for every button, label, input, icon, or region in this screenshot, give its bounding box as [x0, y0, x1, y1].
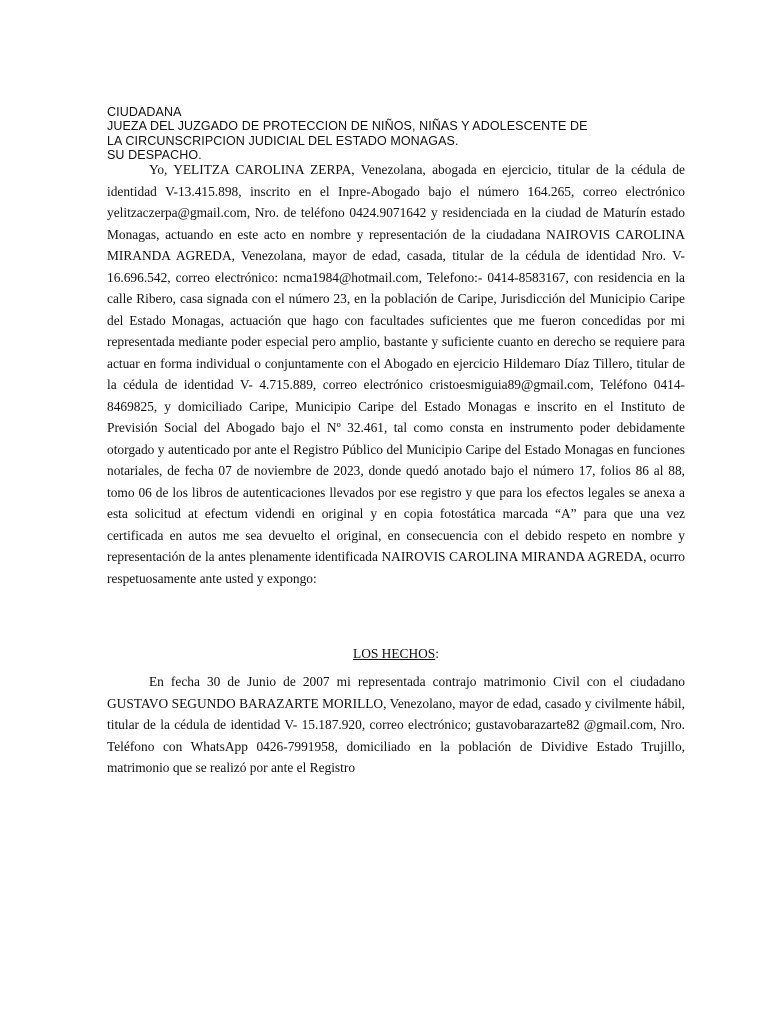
hechos-paragraph: En fecha 30 de Junio de 2007 mi representada contrajo matrimonio Civil con el ciudadano GUSTAVO SEGUNDO BARAZARTE MORILLO, Venezolano, mayor de edad, casado y civilmente hábil, titular de la cédula de identidad V- 15.187.920, correo electrónico; gustavobarazarte82 @gmail.com, Nro. Teléfono con WhatsApp 0426-7991958, domiciliado en la población de Dividive Estado Trujillo, matrimonio que se realizó por ante el Registro — [107, 674, 685, 775]
header-line-jueza: JUEZA DEL JUZGADO DE PROTECCION DE NIÑOS, NIÑAS Y ADOLESCENTE DE — [107, 119, 588, 134]
header-line-su-despacho: SU DESPACHO. — [107, 147, 202, 162]
section-title-colon: : — [435, 646, 439, 661]
addressee-header — [107, 105, 687, 162]
header-line-ciudadana: CIUDADANA — [107, 105, 182, 119]
intro-paragraph: Yo, YELITZA CAROLINA ZERPA, Venezolana, abogada en ejercicio, titular de la cédula de identidad V-13.415.898, inscrito en el Inpre-Abogado bajo el número 164.265, correo electrónico yelitzaczerpa@gmail.com, Nro. de teléfono 0424.9071642 y residenciada en la ciudad de Maturín estado Monagas, actuando en este acto en nombre y representación de la ciudadana NAIROVIS CAROLINA MIRANDA AGREDA, Venezolana, mayor de edad, casada, titular de la cédula de identidad Nro. V-16.696.542, correo electrónico: ncma1984@hotmail.com, Telefono:- 0414-8583167, con residencia en la calle Ribero, casa signada con el número 23, en la población de Caripe, Jurisdicción del Municipio Caripe del Estado Monagas, actuación que hago con facultades suficientes que me fueron concedidas por mi representada mediante poder especial pero amplio, bastante y suficiente cuanto en derecho se requiere para actuar en forma individual o conjuntamente con el Abogado en ejercicio Hildemaro Díaz Tillero, titular de la cédula de identidad V- 4.715.889, correo electrónico cristoesmiguia89@gmail.com, Teléfono 0414-8469825, y domiciliado Caripe, Municipio Caripe del Estado Monagas e inscrito en el Instituto de Previsión Social del Abogado bajo el Nº 32.461, tal como consta en instrumento poder debidamente otorgado y autenticado por ante el Registro Público del Municipio Caripe del Estado Monagas en funciones notariales, de fecha 07 de noviembre de 2023, donde quedó anotado bajo el número 17, folios 86 al 88, tomo 06 de los libros de autenticaciones llevados por ese registro y que para los efectos legales se anexa a esta solicitud at efectum videndi en original y en copia fotostática marcada “A” para que una vez certificada en autos me sea devuelto el original, en consecuencia con el debido respeto en nombre y representación de la antes plenamente identificada NAIROVIS CAROLINA MIRANDA AGREDA, ocurro respetuosamente ante usted y expongo: — [107, 162, 685, 586]
section-title-los-hechos — [107, 643, 685, 665]
header-line-circunscripcion: LA CIRCUNSCRIPCION JUDICIAL DEL ESTADO MONAGAS. — [107, 133, 459, 148]
section-title-text: LOS HECHOS — [353, 646, 436, 661]
